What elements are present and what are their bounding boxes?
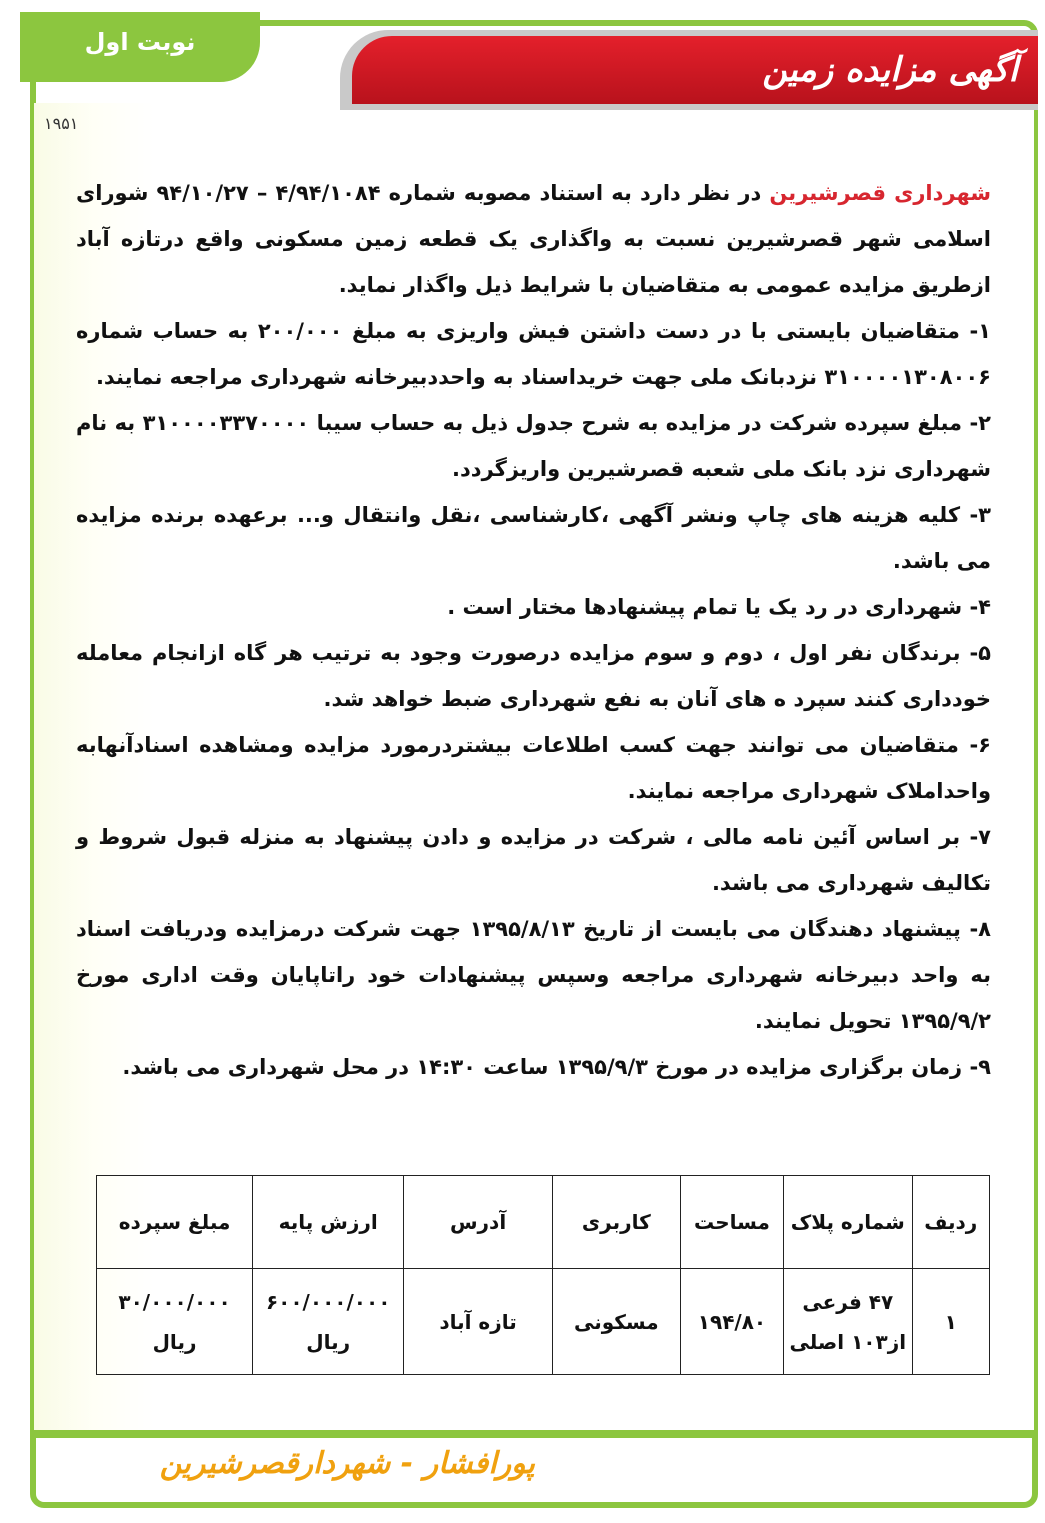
condition-item-5: ۵- برندگان نفر اول ، دوم و سوم مزایده درصورت وجود به ترتیب هر گاه ازانجام معامله خودداری کنند سپرد ه های آنان به نفع شهرداری ضبط خواهد شد. [76, 641, 991, 711]
header-area: مساحت [680, 1176, 783, 1269]
notice-body [76, 170, 991, 1090]
header-base-value: ارزش پایه [253, 1176, 404, 1269]
header-row-number: ردیف [912, 1176, 989, 1269]
cell-plate-number [784, 1269, 913, 1375]
plate-line-2: از۱۰۳ اصلی [789, 1329, 907, 1354]
table-header-row [97, 1176, 990, 1269]
footer-divider [34, 1430, 1034, 1438]
condition-item-7: ۷- بر اساس آئین نامه مالی ، شرکت در مزایده و دادن پیشنهاد به منزله قبول شروط و تکالیف شهرداری می باشد. [76, 825, 991, 895]
condition-item-3: ۳- کلیه هزینه های چاپ ونشر آگهی ،کارشناسی ،نقل وانتقال و... برعهده برنده مزایده می باشد. [76, 503, 991, 573]
table-row [97, 1269, 990, 1375]
edition-label: نوبت اول [84, 28, 196, 56]
cell-area: ۱۹۴/۸۰ [680, 1269, 783, 1375]
intro-text: در نظر دارد به استناد مصوبه شماره ۴/۹۴/۱۰۸۴ – ۹۴/۱۰/۲۷ شورای اسلامی شهر قصرشیرین نسبت به واگذاری یک قطعه زمین مسکونی واقع درتازه آباد ازطریق مزایده عمومی به متقاضیان با شرایط ذیل واگذار نماید. [76, 181, 991, 297]
cell-deposit [97, 1269, 253, 1375]
condition-item-6: ۶- متقاضیان می توانند جهت کسب اطلاعات بیشتردرمورد مزایده ومشاهده اسنادآنهابه واحداملاک شهرداری مراجعه نمایند. [76, 733, 991, 803]
reference-number: ۱۹۵۱ [44, 114, 79, 133]
page-title: آگهی مزایده زمین [762, 50, 1018, 90]
base-value-amount: ۶۰۰/۰۰۰/۰۰۰ [265, 1289, 391, 1314]
header-plate-number: شماره پلاک [784, 1176, 913, 1269]
cell-usage: مسکونی [552, 1269, 680, 1375]
deposit-amount: ۳۰/۰۰۰/۰۰۰ [118, 1289, 231, 1314]
header-deposit: مبلغ سپرده [97, 1176, 253, 1269]
condition-item-4: ۴- شهرداری در رد یک یا تمام پیشنهادها مختار است . [447, 595, 991, 619]
condition-item-2: ۲- مبلغ سپرده شرکت در مزایده به شرح جدول ذیل به حساب سیبا ۳۱۰۰۰۰۳۳۷۰۰۰۰ به نام شهرداری نزد بانک ملی شعبه قصرشیرین واریزگردد. [76, 411, 991, 481]
deposit-unit: ریال [152, 1329, 197, 1354]
condition-item-1: ۱- متقاضیان بایستی با در دست داشتن فیش واریزی به مبلغ ۲۰۰/۰۰۰ به حساب شماره ۳۱۰۰۰۰۱۳۰۸۰۰۶ نزدبانک ملی جهت خریداسناد به واحددبیرخانه شهرداری مراجعه نمایند. [76, 319, 991, 389]
footer-signature: پورافشار - شهردارقصرشیرین [159, 1446, 535, 1481]
cell-address: تازه آباد [404, 1269, 552, 1375]
condition-item-8: ۸- پیشنهاد دهندگان می بایست از تاریخ ۱۳۹۵/۸/۱۳ جهت شرکت درمزایده ودریافت اسناد به واحد دبیرخانه شهرداری مراجعه وسپس پیشنهادات خود راتاپایان وقت اداری مورخ ۱۳۹۵/۹/۲ تحویل نمایند. [76, 917, 991, 1033]
title-banner [352, 36, 1038, 104]
plate-line-1: ۴۷ فرعی [802, 1289, 894, 1314]
header-usage: کاربری [552, 1176, 680, 1269]
condition-item-9: ۹- زمان برگزاری مزایده در مورخ ۱۳۹۵/۹/۳ ساعت ۱۴:۳۰ در محل شهرداری می باشد. [122, 1055, 991, 1079]
cell-row-number: ۱ [912, 1269, 989, 1375]
header-address: آدرس [404, 1176, 552, 1269]
cell-base-value [253, 1269, 404, 1375]
intro-paragraph [76, 170, 991, 308]
organization-name: شهرداری قصرشیرین [769, 181, 991, 205]
base-value-unit: ریال [306, 1329, 351, 1354]
auction-table [96, 1175, 990, 1375]
